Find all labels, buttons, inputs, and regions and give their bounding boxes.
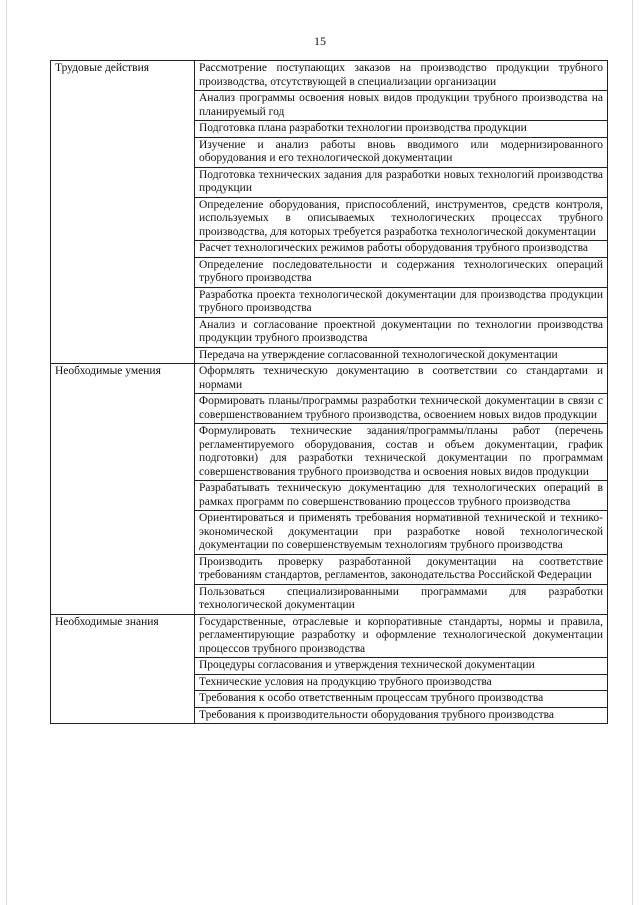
- item-cell: Пользоваться специализированными программами для разработки технологической документации: [195, 584, 608, 614]
- item-cell: Анализ и согласование проектной документации по технологии производства продукции трубного производства: [195, 317, 608, 347]
- scan-edge-left: [6, 0, 7, 905]
- category-cell: Необходимые знания: [51, 614, 195, 724]
- competency-table: [50, 60, 608, 724]
- item-cell: Оформлять техническую документацию в соответствии со стандартами и нормами: [195, 364, 608, 394]
- item-cell: Анализ программы освоения новых видов продукции трубного производства на планируемый год: [195, 91, 608, 121]
- item-cell: Разрабатывать техническую документацию для технологических операций в рамках программ по совершенствованию процессов трубного производства: [195, 481, 608, 511]
- item-cell: Передача на утверждение согласованной технологической документации: [195, 347, 608, 364]
- item-cell: Расчет технологических режимов работы оборудования трубного производства: [195, 241, 608, 258]
- item-cell: Формировать планы/программы разработки технической документации в связи с совершенствованием трубного производства, освоением новых видов продукции: [195, 394, 608, 424]
- item-cell: Требования к производительности оборудования трубного производства: [195, 707, 608, 724]
- item-cell: Требования к особо ответственным процессам трубного производства: [195, 691, 608, 708]
- item-cell: Изучение и анализ работы вновь вводимого или модернизированного оборудования и его технологической документации: [195, 137, 608, 167]
- item-cell: Процедуры согласования и утверждения технической документации: [195, 658, 608, 675]
- item-cell: Технические условия на продукцию трубного производства: [195, 674, 608, 691]
- item-cell: Разработка проекта технологической документации для производства продукции трубного производства: [195, 287, 608, 317]
- item-cell: Рассмотрение поступающих заказов на производство продукции трубного производства, отсутствующей в специализации организации: [195, 61, 608, 91]
- table-row: [51, 614, 608, 658]
- item-cell: Ориентироваться и применять требования нормативной технической и технико-экономической документации при разработке новой технологической документации по совершенствуемым технологиям трубного производства: [195, 511, 608, 555]
- scan-edge-right: [632, 0, 633, 905]
- item-cell: Подготовка плана разработки технологии производства продукции: [195, 121, 608, 138]
- table-row: [51, 364, 608, 394]
- competency-table-body: [51, 61, 608, 724]
- category-cell: Трудовые действия: [51, 61, 195, 364]
- item-cell: Подготовка технических задания для разработки новых технологий производства продукции: [195, 167, 608, 197]
- table-row: [51, 61, 608, 91]
- page-number: 15: [314, 34, 326, 48]
- item-cell: Производить проверку разработанной документации на соответствие требованиям стандартов, регламентов, законодательства Российской Федерации: [195, 554, 608, 584]
- item-cell: Государственные, отраслевые и корпоративные стандарты, нормы и правила, регламентирующие разработку и оформление технологической документации процессов трубного производства: [195, 614, 608, 658]
- item-cell: Определение оборудования, приспособлений, инструментов, средств контроля, используемых в описываемых технологических процессах трубного производства, для которых требуется разработка технологической документации: [195, 197, 608, 241]
- item-cell: Формулировать технические задания/программы/планы работ (перечень регламентируемого оборудования, состав и объем документации, график подготовки) для разработки технической документации по программам совершенствования трубного производства и освоения новых видов продукции: [195, 424, 608, 481]
- item-cell: Определение последовательности и содержания технологических операций трубного производства: [195, 257, 608, 287]
- category-cell: Необходимые умения: [51, 364, 195, 615]
